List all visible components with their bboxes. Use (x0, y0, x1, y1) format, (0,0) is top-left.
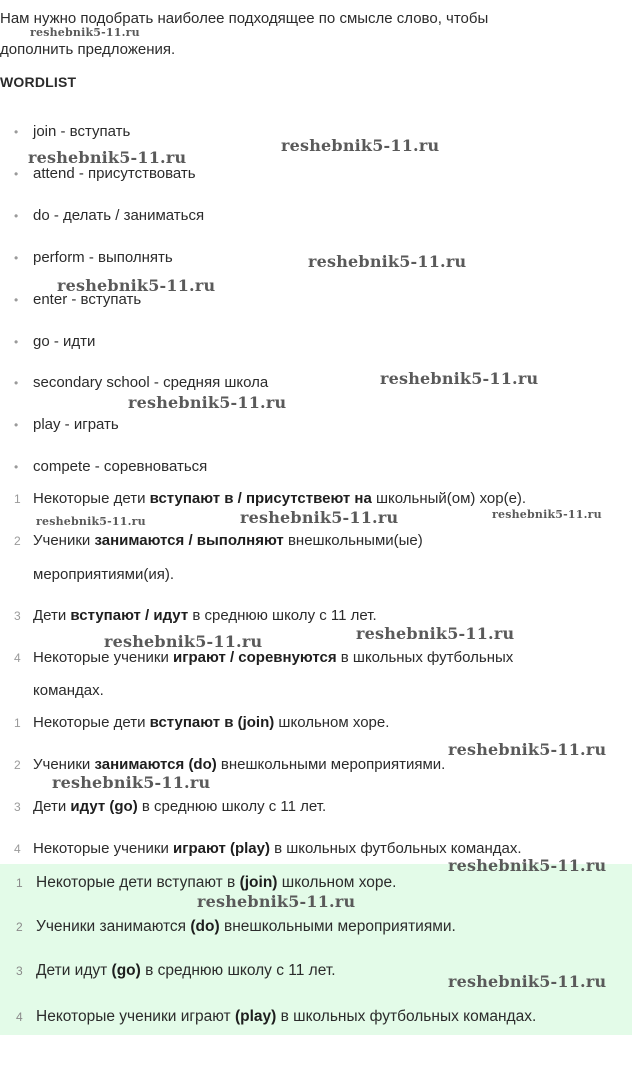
bullet-icon: • (14, 293, 19, 307)
item-number: 3 (14, 609, 21, 623)
bullet-icon: • (14, 167, 19, 181)
watermark: reshebnik5-11.ru (281, 136, 440, 155)
option-sentence-2-continued: мероприятиями(ия). (33, 566, 175, 583)
bullet-icon: • (14, 209, 19, 223)
item-number: 1 (14, 716, 21, 730)
item-number: 4 (14, 651, 21, 665)
intro-line-1: Нам нужно подобрать наиболее подходящее по смысле слово, чтобы (0, 10, 489, 27)
item-number: 4 (14, 842, 21, 856)
watermark: reshebnik5-11.ru (28, 148, 187, 167)
watermark: reshebnik5-11.ru (240, 508, 399, 527)
bullet-icon: • (14, 376, 19, 390)
watermark: reshebnik5-11.ru (104, 632, 263, 651)
watermark: reshebnik5-11.ru (356, 624, 515, 643)
bullet-icon: • (14, 418, 19, 432)
watermark: reshebnik5-11.ru (52, 773, 211, 792)
wordlist-heading: WORDLIST (0, 74, 77, 90)
watermark: reshebnik5-11.ru (36, 515, 146, 528)
item-number: 4 (16, 1010, 23, 1024)
watermark: reshebnik5-11.ru (308, 252, 467, 271)
bullet-icon: • (14, 251, 19, 265)
item-number: 2 (14, 534, 21, 548)
watermark: reshebnik5-11.ru (30, 26, 140, 39)
watermark: reshebnik5-11.ru (128, 393, 287, 412)
item-number: 2 (14, 758, 21, 772)
bullet-icon: • (14, 125, 19, 139)
watermark: reshebnik5-11.ru (448, 740, 607, 759)
watermark: reshebnik5-11.ru (492, 508, 602, 521)
watermark: reshebnik5-11.ru (448, 972, 607, 991)
option-sentence-4-continued: командах. (33, 682, 104, 699)
item-number: 1 (14, 492, 21, 506)
intro-line-2: дополнить предложения. (0, 41, 176, 58)
bullet-icon: • (14, 335, 19, 349)
watermark: reshebnik5-11.ru (380, 369, 539, 388)
item-number: 2 (16, 920, 23, 934)
item-number: 3 (16, 964, 23, 978)
watermark: reshebnik5-11.ru (57, 276, 216, 295)
item-number: 1 (16, 876, 23, 890)
watermark: reshebnik5-11.ru (448, 856, 607, 875)
bullet-icon: • (14, 460, 19, 474)
item-number: 3 (14, 800, 21, 814)
watermark: reshebnik5-11.ru (197, 892, 356, 911)
